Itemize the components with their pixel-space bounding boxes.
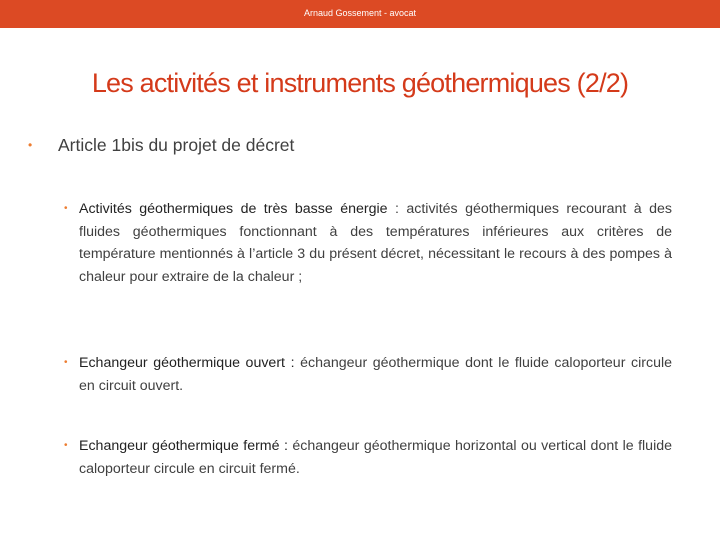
- header-bar: [0, 0, 720, 28]
- definition-body: [79, 352, 672, 397]
- bullet-icon: •: [64, 357, 68, 368]
- definition-text: : activités géothermiques recourant à des fluides géothermiques fonctionnant à des températures inférieures aux critères de température mentionnés à l’article 3 du présent décret, nécessitant le recours à des pompes à chaleur pour extraire de la chaleur ;: [79, 201, 672, 285]
- bullet-icon: •: [64, 440, 68, 451]
- slide-title: Les activités et instruments géothermiques (2/2): [91, 68, 629, 98]
- bullet-icon: •: [28, 138, 33, 152]
- bullet-icon: •: [64, 203, 68, 214]
- definition-body: [79, 435, 672, 480]
- main-bullet-text: Article 1bis du projet de décret: [58, 135, 295, 155]
- definition-term: Echangeur géothermique fermé :: [79, 438, 288, 454]
- definition-term: Echangeur géothermique ouvert :: [79, 355, 295, 371]
- definition-text: échangeur géothermique dont le fluide caloporteur circule en circuit ouvert.: [79, 355, 673, 394]
- definition-term: Activités géothermiques de très basse énergie: [79, 201, 388, 217]
- definition-body: [79, 198, 672, 288]
- definition-text: échangeur géothermique horizontal ou vertical dont le fluide caloporteur circule en circuit fermé.: [79, 438, 673, 477]
- header-text: Arnaud Gossement - avocat: [303, 8, 417, 18]
